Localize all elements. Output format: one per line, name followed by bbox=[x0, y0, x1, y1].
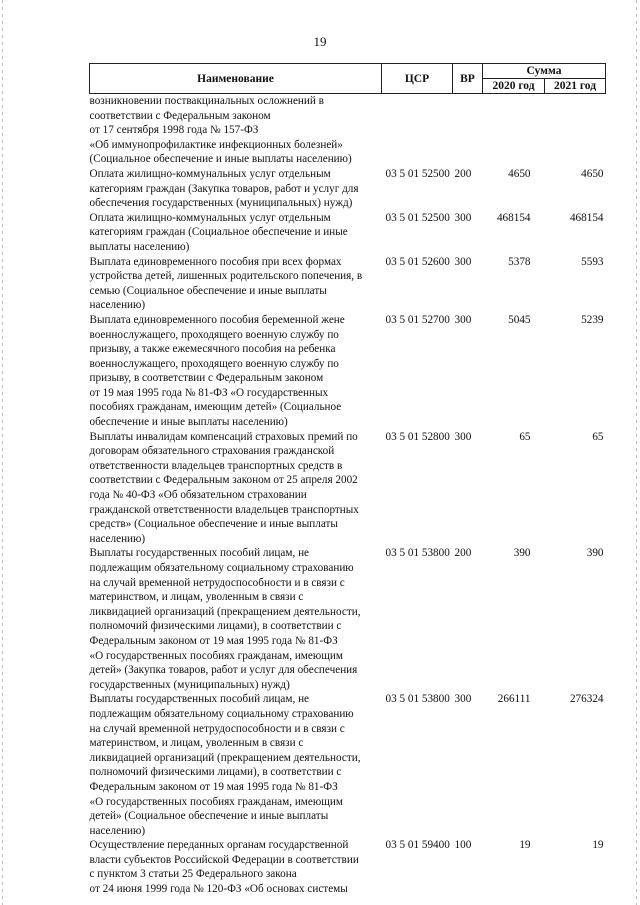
table-row bbox=[90, 430, 606, 547]
row-name-line: от 19 мая 1995 года № 81-ФЗ «О государственных bbox=[89, 386, 329, 399]
row-name-cell bbox=[90, 430, 382, 547]
row-name-line: ответственности владельцев транспортных средств в bbox=[89, 459, 343, 472]
row-name-line: населению) bbox=[89, 299, 146, 312]
header-year-2021: 2021 год bbox=[545, 79, 606, 94]
row-sum-2020-cell: 19 bbox=[519, 839, 531, 852]
row-name-line: населению) bbox=[89, 532, 146, 545]
row-csr-cell: 03 5 01 52500 bbox=[385, 211, 450, 224]
row-name-line: населению) bbox=[89, 824, 146, 837]
row-vr-cell: 300 bbox=[454, 430, 472, 443]
row-csr-cell: 03 5 01 52800 bbox=[385, 430, 450, 443]
row-sum-2021-cell: 390 bbox=[586, 547, 604, 560]
row-name-line: Осуществление переданных органам государственной bbox=[89, 839, 349, 852]
row-vr-cell: 300 bbox=[454, 693, 472, 706]
row-name-line: Оплата жилищно-коммунальных услуг отдельным bbox=[89, 211, 331, 224]
table-row bbox=[90, 94, 606, 167]
row-name-cell bbox=[90, 94, 382, 167]
row-name-line: Выплата единовременного пособия беременной жене bbox=[89, 313, 345, 326]
row-csr-cell: 03 5 01 53800 bbox=[385, 693, 450, 706]
row-sum-2021-cell: 4650 bbox=[581, 167, 604, 180]
row-sum-2021-cell: 65 bbox=[592, 430, 604, 443]
row-name-line: семью (Социальное обеспечение и иные выплаты bbox=[89, 284, 327, 297]
table-row bbox=[90, 211, 606, 255]
row-sum-2020-cell: 4650 bbox=[508, 167, 531, 180]
row-name-line: средств» (Социальное обеспечение и иные выплаты bbox=[89, 518, 338, 531]
row-name-line: пособиях гражданам, имеющим детей» (Социальное bbox=[89, 401, 342, 414]
row-csr-cell: 03 5 01 59400 bbox=[385, 839, 450, 852]
row-name-line: соответствии с Федеральным законом от 25 апреля 2002 bbox=[89, 474, 358, 487]
row-name-line: Федеральным законом от 19 мая 1995 года № 81-ФЗ bbox=[89, 634, 338, 647]
row-name-line: выплаты населению) bbox=[89, 240, 190, 253]
row-name-line: детей» (Закупка товаров, работ и услуг для обеспечения bbox=[89, 664, 358, 677]
row-name-line: года № 40-ФЗ «Об обязательном страховании bbox=[89, 489, 307, 502]
table-row bbox=[90, 692, 606, 838]
row-name-line: от 17 сентября 1998 года № 157-ФЗ bbox=[89, 124, 259, 137]
row-name-line: «О государственных пособиях гражданам, имеющим bbox=[89, 795, 343, 808]
row-name-line: «О государственных пособиях гражданам, имеющим bbox=[89, 649, 343, 662]
budget-table-container bbox=[89, 63, 605, 897]
row-name-cell bbox=[90, 255, 382, 313]
row-name-cell bbox=[90, 546, 382, 692]
row-name-line: Оплата жилищно-коммунальных услуг отдельным bbox=[89, 167, 331, 180]
left-margin-line bbox=[2, 0, 3, 905]
row-name-line: детей» (Социальное обеспечение и иные выплаты bbox=[89, 810, 329, 823]
row-vr-cell: 300 bbox=[454, 255, 472, 268]
row-sum-2020-cell: 266111 bbox=[497, 693, 531, 706]
row-name-line: категориям граждан (Закупка товаров, работ и услуг для bbox=[89, 182, 359, 195]
row-sum-2021-cell: 276324 bbox=[569, 693, 604, 706]
header-vr: ВР bbox=[453, 64, 483, 94]
row-name-line: полномочий физическими лицами), в соответствии с bbox=[89, 766, 342, 779]
header-sum: Сумма bbox=[483, 64, 606, 79]
right-margin-line bbox=[636, 0, 637, 905]
row-sum-2021-cell: 468154 bbox=[569, 211, 604, 224]
row-vr-cell: 100 bbox=[454, 839, 472, 852]
row-name-line: на случай временной нетрудоспособности и в связи с bbox=[89, 722, 345, 735]
row-name-line: власти субъектов Российской Федерации в соответствии bbox=[89, 853, 359, 866]
row-name-line: государственных (муниципальных) нужд) bbox=[89, 678, 290, 691]
row-vr-cell: 200 bbox=[454, 547, 472, 560]
row-name-line: военнослужащего, проходящего военную службу по bbox=[89, 328, 339, 341]
row-name-line: на случай временной нетрудоспособности и в связи с bbox=[89, 576, 345, 589]
row-name-line: возникновении поствакцинальных осложнений в bbox=[89, 95, 324, 107]
row-sum-2021-cell bbox=[545, 94, 606, 167]
row-name-line: призыву, в соответствии с Федеральным законом bbox=[89, 372, 324, 385]
table-row bbox=[90, 313, 606, 430]
row-name-line: соответствии с Федеральным законом bbox=[89, 109, 271, 122]
row-name-line: категориям граждан (Социальное обеспечение и иные bbox=[89, 226, 348, 239]
row-csr-cell bbox=[382, 94, 453, 167]
row-name-line: полномочий физическими лицами), в соответствии с bbox=[89, 620, 342, 633]
row-name-line: обеспечение и иные выплаты населению) bbox=[89, 416, 288, 429]
row-name-line: от 24 июня 1999 года № 120-ФЗ «Об основах системы bbox=[89, 883, 348, 896]
row-csr-cell: 03 5 01 53800 bbox=[385, 547, 450, 560]
row-name-line: «Об иммунопрофилактике инфекционных болезней» bbox=[89, 138, 343, 151]
row-vr-cell bbox=[453, 94, 483, 167]
row-name-line: материнством, и лицам, уволенным в связи с bbox=[89, 737, 304, 750]
row-name-line: Выплаты государственных пособий лицам, не bbox=[89, 693, 310, 706]
table-body bbox=[90, 94, 606, 897]
header-year-2020: 2020 год bbox=[483, 79, 545, 94]
row-name-line: ликвидацией организаций (прекращением деятельности, bbox=[89, 605, 361, 618]
row-name-line: Выплаты инвалидам компенсаций страховых премий по bbox=[89, 430, 358, 443]
row-name-cell bbox=[90, 211, 382, 255]
row-name-line: подлежащим обязательному социальному страхованию bbox=[89, 562, 354, 574]
row-name-cell bbox=[90, 167, 382, 211]
row-name-line: (Социальное обеспечение и иные выплаты населению) bbox=[89, 153, 352, 166]
row-sum-2020-cell: 390 bbox=[513, 547, 531, 560]
row-name-line: ликвидацией организаций (прекращением деятельности, bbox=[89, 751, 361, 764]
row-vr-cell: 300 bbox=[454, 313, 472, 326]
table-header bbox=[90, 64, 606, 94]
row-sum-2020-cell: 5378 bbox=[508, 255, 531, 268]
table-row bbox=[90, 838, 606, 896]
row-name-line: призыву, а также ежемесячного пособия на ребенка bbox=[89, 343, 336, 356]
row-sum-2020-cell: 65 bbox=[519, 430, 531, 443]
row-name-line: обеспечения государственных (муниципальных) нужд) bbox=[89, 197, 353, 210]
row-name-line: гражданской ответственности владельцев транспортных bbox=[89, 503, 359, 516]
row-csr-cell: 03 5 01 52700 bbox=[385, 313, 450, 326]
header-name: Наименование bbox=[90, 64, 382, 94]
row-sum-2020-cell: 468154 bbox=[496, 211, 531, 224]
row-name-line: с пунктом 3 статьи 25 Федерального закона bbox=[89, 868, 297, 881]
row-sum-2021-cell: 19 bbox=[592, 839, 604, 852]
row-name-line: Выплаты государственных пособий лицам, не bbox=[89, 547, 310, 560]
row-name-line: Выплата единовременного пособия при всех формах bbox=[89, 255, 342, 268]
row-csr-cell: 03 5 01 52600 bbox=[385, 255, 450, 268]
row-name-line: подлежащим обязательному социальному страхованию bbox=[89, 707, 354, 720]
row-csr-cell: 03 5 01 52500 bbox=[385, 167, 450, 180]
table-row bbox=[90, 546, 606, 692]
budget-table bbox=[89, 63, 606, 897]
page-number: 19 bbox=[313, 34, 327, 49]
row-name-line: договорам обязательного страхования гражданской bbox=[89, 445, 335, 458]
row-sum-2021-cell: 5593 bbox=[581, 255, 604, 268]
row-vr-cell: 300 bbox=[454, 211, 472, 224]
row-name-line: военнослужащего, проходящего военную службу по bbox=[89, 357, 339, 370]
table-row bbox=[90, 167, 606, 211]
row-vr-cell: 200 bbox=[454, 167, 472, 180]
row-sum-2020-cell: 5045 bbox=[508, 313, 531, 326]
header-csr: ЦСР bbox=[382, 64, 453, 94]
table-row bbox=[90, 255, 606, 313]
row-name-line: Федеральным законом от 19 мая 1995 года № 81-ФЗ bbox=[89, 780, 338, 793]
row-name-cell bbox=[90, 313, 382, 430]
row-sum-2021-cell: 5239 bbox=[581, 313, 604, 326]
row-sum-2020-cell bbox=[483, 94, 545, 167]
row-name-cell bbox=[90, 692, 382, 838]
row-name-line: устройства детей, лишенных родительского попечения, в bbox=[89, 270, 363, 283]
row-name-line: материнством, и лицам, уволенным в связи с bbox=[89, 591, 304, 604]
row-name-cell bbox=[90, 838, 382, 896]
